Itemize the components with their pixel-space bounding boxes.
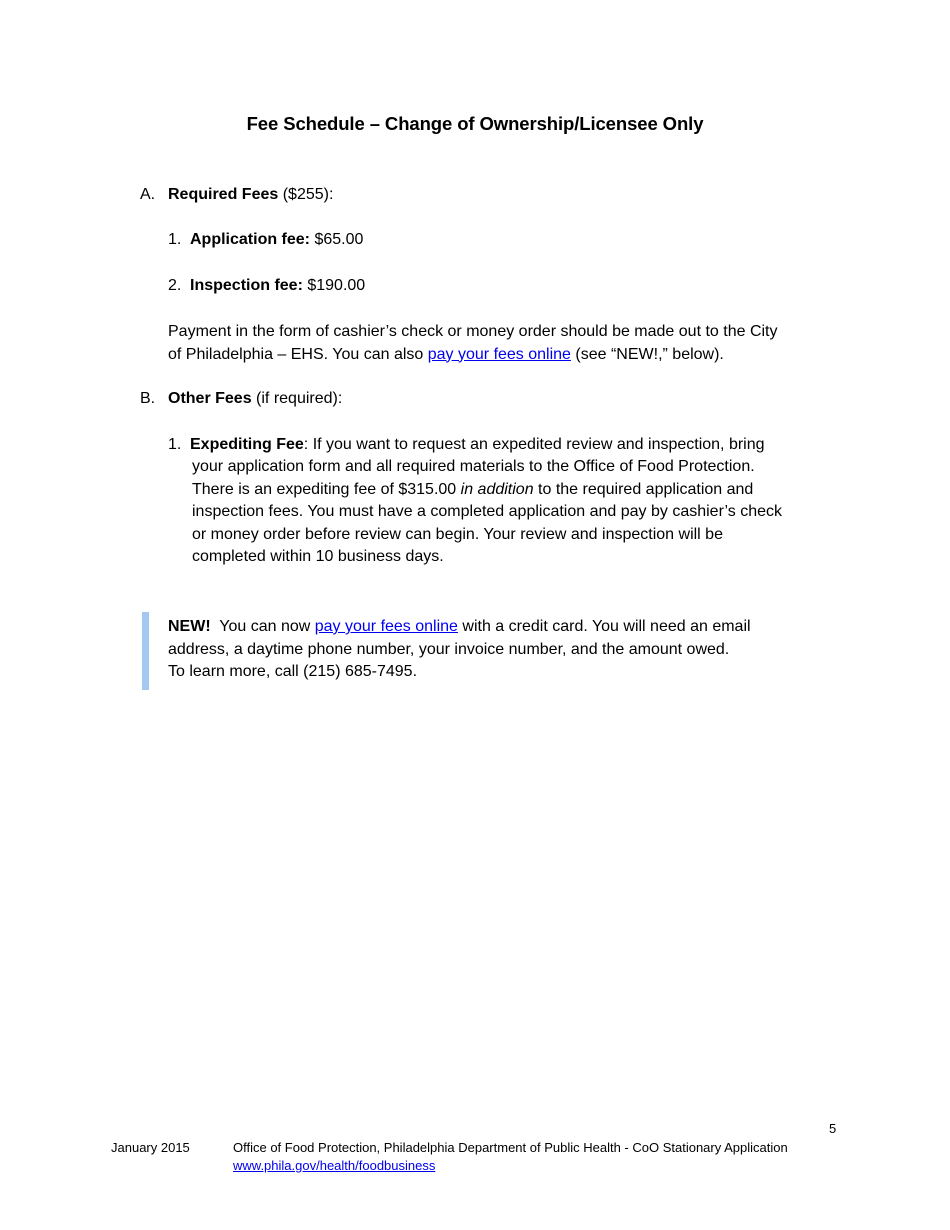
page-title: Fee Schedule – Change of Ownership/Licensee Only xyxy=(246,113,704,134)
callout-line-3: To learn more, call (215) 685-7495. xyxy=(168,663,418,680)
expediting-fee-line-3-post: to the required application and xyxy=(533,480,754,498)
expediting-fee-label: Expediting Fee xyxy=(190,436,304,453)
payment-line-2-pre: of Philadelphia – EHS. You can also xyxy=(168,345,428,363)
inspection-fee-value: $190.00 xyxy=(302,277,366,294)
expediting-fee-line-4: inspection fees. You must have a completed application and pay by cashier’s check xyxy=(192,503,782,520)
inspection-fee-line xyxy=(190,275,365,298)
callout-line-2: address, a daytime phone number, your invoice number, and the amount owed. xyxy=(168,640,730,658)
new-callout xyxy=(168,616,838,684)
page-number: 5 xyxy=(829,1121,837,1136)
application-fee-line xyxy=(190,229,363,252)
section-b-heading-line xyxy=(168,388,342,411)
inspection-fee-label: Inspection fee: xyxy=(190,277,303,294)
callout-line-1-pre: You can now xyxy=(210,618,315,635)
section-a-heading: Required Fees xyxy=(168,186,279,203)
expediting-fee-body xyxy=(192,456,832,569)
callout-new-label: NEW! xyxy=(168,618,211,635)
expediting-fee-line-5: or money order before review can begin. Your review and inspection will be xyxy=(192,525,723,543)
callout-accent-bar xyxy=(142,612,149,690)
expediting-fee-line-1 xyxy=(190,434,765,457)
section-a-letter: A. xyxy=(140,186,156,203)
application-fee-num: 1. xyxy=(168,231,182,248)
expediting-fee-line-6: completed within 10 business days. xyxy=(192,548,444,565)
footer-url-link[interactable]: www.phila.gov/health/foodbusiness xyxy=(233,1158,436,1173)
pay-fees-online-link[interactable]: pay your fees online xyxy=(427,345,571,363)
section-b-letter: B. xyxy=(140,390,156,407)
application-fee-label: Application fee: xyxy=(190,231,311,248)
expediting-fee-line-3 xyxy=(192,479,832,502)
callout-line-1-post: with a credit card. You will need an email xyxy=(457,618,751,635)
expediting-fee-line-3-em: in addition xyxy=(460,480,534,498)
payment-line-1: Payment in the form of cashier’s check or money order should be made out to the City xyxy=(168,323,778,340)
section-b-heading: Other Fees xyxy=(168,390,252,407)
section-a-heading-line xyxy=(168,184,333,207)
expediting-fee-line-1-text: : If you want to request an expedited review and inspection, bring xyxy=(303,436,765,453)
callout-line-1 xyxy=(168,616,838,639)
application-fee-value: $65.00 xyxy=(310,231,364,248)
inspection-fee-num: 2. xyxy=(168,277,182,294)
expediting-fee-line-3-pre: There is an expediting fee of $315.00 xyxy=(192,480,461,498)
expediting-fee-line-2: your application form and all required materials to the Office of Food Protection. xyxy=(192,458,755,475)
payment-paragraph xyxy=(168,321,838,366)
expediting-fee-num: 1. xyxy=(168,436,182,453)
section-b-suffix: (if required): xyxy=(251,390,343,407)
footer-date: January 2015 xyxy=(111,1140,190,1155)
callout-pay-fees-online-link[interactable]: pay your fees online xyxy=(314,618,458,635)
footer-org: Office of Food Protection, Philadelphia Department of Public Health - CoO Stationary Application xyxy=(233,1140,788,1155)
payment-line-2-post: (see “NEW!,” below). xyxy=(570,345,724,363)
section-a-suffix: ($255): xyxy=(278,186,334,203)
payment-line-2 xyxy=(168,344,838,367)
